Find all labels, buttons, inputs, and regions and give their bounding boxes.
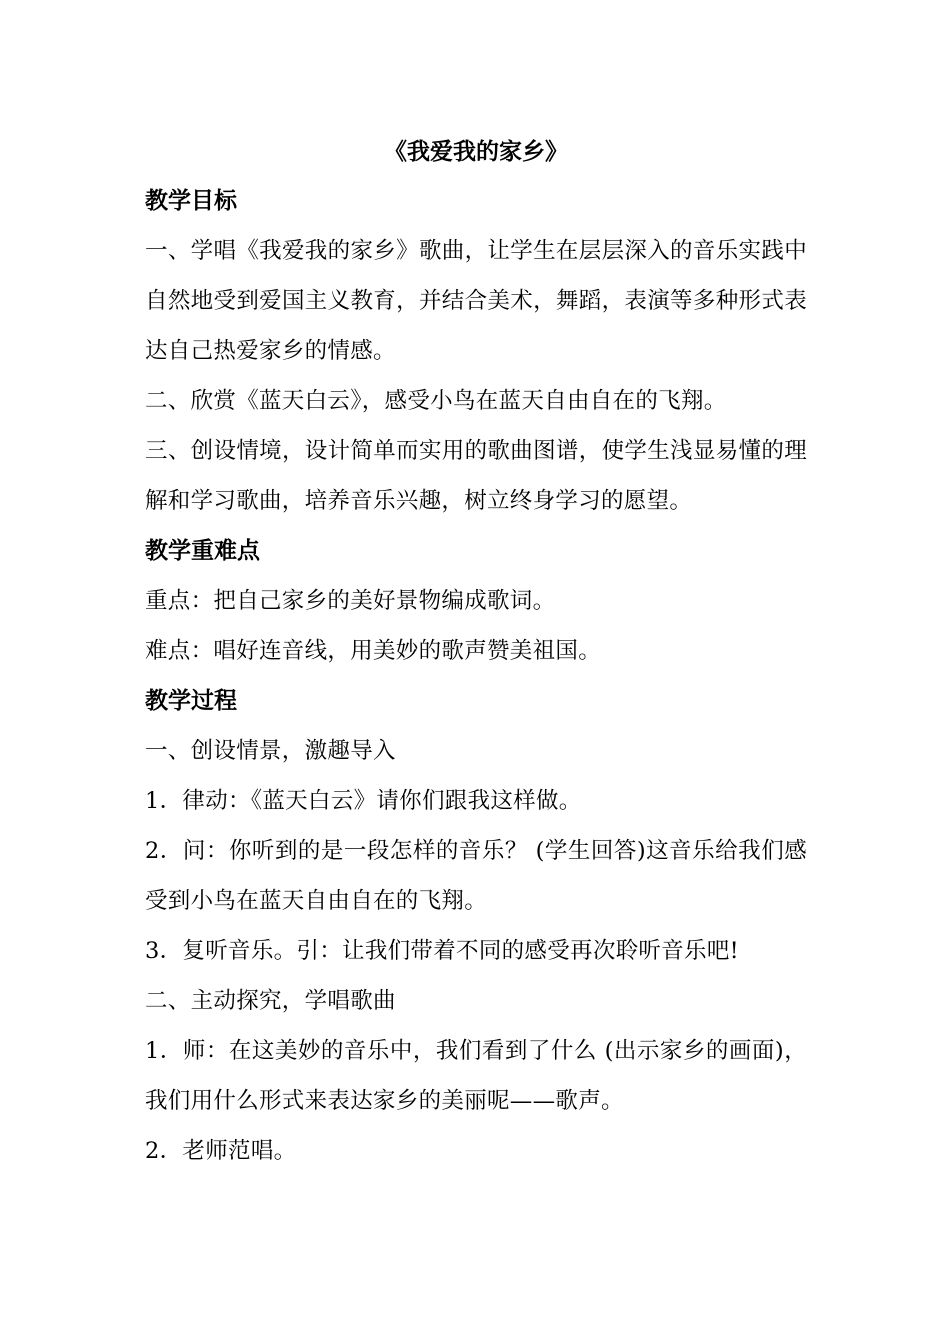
process-paragraph-1: 一、创设情景，激趣导入 [145,738,396,764]
document-title: 《我爱我的家乡》 [384,138,568,165]
document-page [145,128,807,1176]
process-paragraph-4: 3．复听音乐。引：让我们带着不同的感受再次聆听音乐吧! [145,938,739,964]
section-heading-goals: 教学目标 [145,187,237,214]
process-paragraph-3: 2．问：你听到的是一段怎样的音乐？ (学生回答)这音乐给我们感受到小鸟在蓝天自由自在的飞翔。 [145,838,807,914]
keypoints-paragraph-1: 重点：把自己家乡的美好景物编成歌词。 [145,588,556,614]
process-paragraph-5: 二、主动探究，学唱歌曲 [145,988,396,1014]
goals-paragraph-1: 一、学唱《我爱我的家乡》歌曲，让学生在层层深入的音乐实践中自然地受到爱国主义教育，并结合美术，舞蹈，表演等多种形式表达自己热爱家乡的情感。 [145,238,807,364]
process-paragraph-2: 1．律动：《蓝天白云》请你们跟我这样做。 [145,788,582,814]
keypoints-paragraph-2: 难点：唱好连音线，用美妙的歌声赞美祖国。 [145,638,602,664]
goals-paragraph-2: 二、欣赏《蓝天白云》，感受小鸟在蓝天自由自在的飞翔。 [145,388,727,414]
section-heading-keypoints: 教学重难点 [145,537,260,564]
process-paragraph-7: 2．老师范唱。 [145,1138,297,1164]
process-paragraph-6: 1．师：在这美妙的音乐中，我们看到了什么 (出示家乡的画面)，我们用什么形式来表达家乡的美丽呢——歌声。 [145,1038,807,1114]
goals-paragraph-3: 三、创设情境，设计简单而实用的歌曲图谱，使学生浅显易懂的理解和学习歌曲，培养音乐兴趣，树立终身学习的愿望。 [145,438,807,514]
section-heading-process: 教学过程 [145,687,237,714]
